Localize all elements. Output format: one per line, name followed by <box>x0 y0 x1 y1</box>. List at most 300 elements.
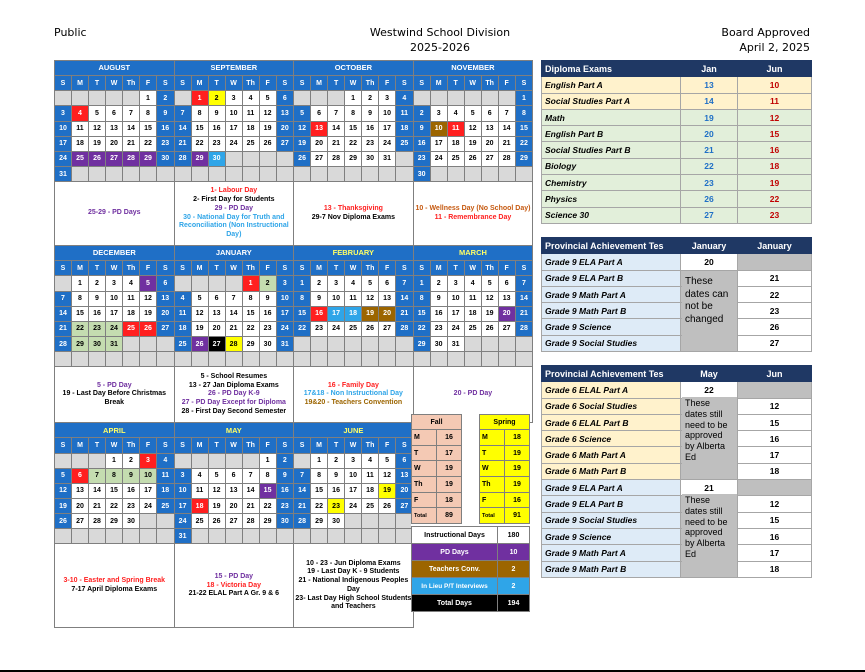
apr-day: 25 <box>157 498 175 513</box>
may-day: 17 <box>174 498 191 513</box>
dec-day: 22 <box>72 321 89 336</box>
jun-day: 23 <box>328 498 345 513</box>
mar-day: 27 <box>498 321 515 336</box>
may-day: 24 <box>174 514 191 529</box>
may-day: 15 <box>259 483 276 498</box>
jan-day <box>208 276 225 291</box>
nov-day: 21 <box>498 136 515 151</box>
may-day <box>276 529 294 544</box>
jun-day <box>379 514 396 529</box>
spring-count: 19 <box>505 477 530 493</box>
school-year: 2025-2026 <box>410 41 470 54</box>
day-header: S <box>515 76 533 91</box>
exam-name: Grade 6 Social Studies <box>542 398 681 414</box>
exam-date: 12 <box>738 398 812 414</box>
nov-day: 24 <box>430 151 447 166</box>
oct-day <box>379 166 396 181</box>
month-title-apr: APRIL <box>55 423 175 438</box>
exam-date: 17 <box>738 447 812 463</box>
month-title-oct: OCTOBER <box>294 61 414 76</box>
jan-day: 20 <box>208 321 225 336</box>
day-header: T <box>89 438 106 453</box>
day-header: M <box>191 438 208 453</box>
apr-day: 14 <box>89 483 106 498</box>
jan-day: 7 <box>225 291 242 306</box>
jun-day: 22 <box>311 498 328 513</box>
aug-day: 14 <box>123 121 140 136</box>
may-day: 28 <box>242 514 259 529</box>
mar-day: 11 <box>464 291 481 306</box>
mar-day <box>481 352 498 367</box>
nov-day: 12 <box>464 121 481 136</box>
month-title-may: MAY <box>174 423 294 438</box>
feb-day <box>379 352 396 367</box>
exam-date: 23 <box>738 303 812 319</box>
may-day <box>225 529 242 544</box>
nov-day: 10 <box>430 121 447 136</box>
day-header: Th <box>242 438 259 453</box>
table-row <box>542 286 812 302</box>
oct-day <box>328 91 345 106</box>
day-header: F <box>259 438 276 453</box>
sep-day <box>276 151 294 166</box>
spring-count: 91 <box>505 508 530 524</box>
exam-date: 18 <box>738 463 812 479</box>
sep-day: 8 <box>191 106 208 121</box>
sep-day: 20 <box>276 121 294 136</box>
table-header: Provincial Achievement Tes <box>542 366 681 382</box>
sep-day: 25 <box>242 136 259 151</box>
day-header: T <box>89 261 106 276</box>
jun-day: 25 <box>362 498 379 513</box>
jun-day: 2 <box>328 453 345 468</box>
day-header: Th <box>481 76 498 91</box>
jan-day: 25 <box>174 336 191 351</box>
jun-day: 5 <box>379 453 396 468</box>
sep-day <box>242 166 259 181</box>
apr-day: 29 <box>106 514 123 529</box>
total-value: 2 <box>498 561 530 578</box>
mar-day: 22 <box>413 321 430 336</box>
may-day: 29 <box>259 514 276 529</box>
table-header: Diploma Exams <box>542 61 681 77</box>
dec-day: 4 <box>123 276 140 291</box>
jan-day: 11 <box>174 306 191 321</box>
note-line: 1- Labour Day <box>210 187 258 195</box>
exam-name: Science 30 <box>542 207 681 223</box>
apr-day <box>72 529 89 544</box>
note-line: 2- First Day for Students <box>193 196 275 204</box>
oct-day: 30 <box>362 151 379 166</box>
month-title-mar: MARCH <box>413 246 533 261</box>
spring-day: W <box>480 461 505 477</box>
may-day: 25 <box>191 514 208 529</box>
total-value: 10 <box>498 544 530 561</box>
jun-day: 13 <box>396 468 414 483</box>
may-day: 21 <box>242 498 259 513</box>
dec-day <box>140 352 157 367</box>
sep-day <box>191 166 208 181</box>
jan-day <box>276 352 294 367</box>
jun-day: 24 <box>345 498 362 513</box>
apr-day: 26 <box>55 514 72 529</box>
dec-day: 8 <box>72 291 89 306</box>
day-header: F <box>498 76 515 91</box>
jun-day: 18 <box>362 483 379 498</box>
note-line: 7-17 April Diploma Exams <box>71 585 158 593</box>
spring-header: Spring <box>480 415 530 430</box>
feb-day: 22 <box>294 321 311 336</box>
may-day: 5 <box>208 468 225 483</box>
apr-day <box>157 514 175 529</box>
table-row <box>542 431 812 447</box>
sep-day: 15 <box>191 121 208 136</box>
table-row <box>542 270 812 286</box>
day-header: S <box>55 261 72 276</box>
feb-day: 10 <box>328 291 345 306</box>
day-header: Th <box>123 438 140 453</box>
day-header: M <box>72 438 89 453</box>
dec-day: 28 <box>55 336 72 351</box>
exam-name: Grade 6 ELAL Part B <box>542 414 681 430</box>
sep-day: 16 <box>208 121 225 136</box>
sep-day <box>259 151 276 166</box>
day-header: Th <box>362 438 379 453</box>
exam-date: 20 <box>681 126 738 142</box>
nov-day: 19 <box>464 136 481 151</box>
jun-day: 20 <box>396 483 414 498</box>
feb-day <box>396 352 414 367</box>
oct-day <box>311 166 328 181</box>
nov-day: 23 <box>413 151 430 166</box>
exam-date: 18 <box>738 158 812 174</box>
oct-day: 22 <box>345 136 362 151</box>
mar-day: 8 <box>413 291 430 306</box>
oct-day <box>396 151 414 166</box>
dec-day <box>140 336 157 351</box>
aug-day <box>123 166 140 181</box>
table-row <box>542 561 812 577</box>
sep-day: 2 <box>208 91 225 106</box>
aug-day: 19 <box>89 136 106 151</box>
dec-day: 23 <box>89 321 106 336</box>
total-label: Instructional Days <box>412 527 498 544</box>
oct-day: 2 <box>362 91 379 106</box>
feb-day <box>345 336 362 351</box>
exam-date: 16 <box>738 142 812 158</box>
approval-status: Board Approved <box>721 26 810 39</box>
may-day: 26 <box>208 514 225 529</box>
exam-date: 12 <box>738 496 812 512</box>
nov-day: 9 <box>413 121 430 136</box>
day-header: W <box>225 438 242 453</box>
feb-day <box>311 352 328 367</box>
jan-day: 12 <box>191 306 208 321</box>
sep-day: 3 <box>225 91 242 106</box>
apr-day: 16 <box>123 483 140 498</box>
gap <box>462 430 480 446</box>
aug-day: 29 <box>140 151 157 166</box>
table-header: January <box>738 238 812 254</box>
sep-day <box>208 166 225 181</box>
month-notes <box>55 544 175 628</box>
feb-day: 15 <box>294 306 311 321</box>
day-header: W <box>106 76 123 91</box>
apr-day <box>106 529 123 544</box>
oct-day <box>362 166 379 181</box>
nov-day <box>481 91 498 106</box>
fall-day: F <box>412 492 437 508</box>
note-line: 23- Last Day High School Students and Teachers <box>295 594 412 611</box>
apr-day: 6 <box>72 468 89 483</box>
month-title-aug: AUGUST <box>55 61 175 76</box>
aug-day: 13 <box>106 121 123 136</box>
may-day <box>191 453 208 468</box>
nov-day: 14 <box>498 121 515 136</box>
exam-date: 15 <box>738 512 812 528</box>
aug-day: 21 <box>123 136 140 151</box>
may-day: 14 <box>242 483 259 498</box>
feb-day: 2 <box>311 276 328 291</box>
day-header: F <box>379 76 396 91</box>
nov-day: 15 <box>515 121 533 136</box>
jun-day: 26 <box>379 498 396 513</box>
aug-day <box>89 166 106 181</box>
sep-day <box>174 91 191 106</box>
aug-day: 9 <box>157 106 175 121</box>
sep-day: 6 <box>276 91 294 106</box>
total-value: 180 <box>498 527 530 544</box>
month-notes <box>294 544 414 628</box>
aug-day: 17 <box>55 136 72 151</box>
oct-day: 13 <box>311 121 328 136</box>
oct-day <box>396 166 414 181</box>
oct-day <box>345 166 362 181</box>
jun-day: 9 <box>328 468 345 483</box>
feb-day: 12 <box>362 291 379 306</box>
feb-day <box>294 352 311 367</box>
mar-day <box>464 352 481 367</box>
spring-day: M <box>480 430 505 446</box>
feb-day: 26 <box>362 321 379 336</box>
note-line: 10 - 23 - Jun Diploma Exams <box>306 559 401 567</box>
mar-day: 21 <box>515 306 533 321</box>
exam-name: English Part A <box>542 77 681 93</box>
mar-day: 17 <box>447 306 464 321</box>
may-day: 6 <box>225 468 242 483</box>
exam-date: 26 <box>738 319 812 335</box>
may-day <box>174 453 191 468</box>
nov-day: 3 <box>430 106 447 121</box>
oct-day: 25 <box>396 136 414 151</box>
day-header: M <box>191 261 208 276</box>
day-header: M <box>72 76 89 91</box>
sep-day: 30 <box>208 151 225 166</box>
dec-day: 9 <box>89 291 106 306</box>
jan-day: 16 <box>259 306 276 321</box>
day-header: S <box>55 438 72 453</box>
oct-day: 8 <box>345 106 362 121</box>
mar-day: 29 <box>413 336 430 351</box>
aug-day <box>72 91 89 106</box>
dec-day: 16 <box>89 306 106 321</box>
day-header: W <box>106 261 123 276</box>
mar-day: 14 <box>515 291 533 306</box>
jan-day: 24 <box>276 321 294 336</box>
note-line: 20 - PD Day <box>453 390 493 398</box>
dec-day: 27 <box>157 321 175 336</box>
exam-name: Biology <box>542 158 681 174</box>
oct-day: 5 <box>294 106 311 121</box>
apr-day: 7 <box>89 468 106 483</box>
exam-name: Grade 9 ELA Part B <box>542 270 681 286</box>
sep-day: 10 <box>225 106 242 121</box>
day-header: F <box>498 261 515 276</box>
oct-day: 21 <box>328 136 345 151</box>
exam-name: Social Studies Part A <box>542 93 681 109</box>
month-title-sep: SEPTEMBER <box>174 61 294 76</box>
sep-day: 28 <box>174 151 191 166</box>
day-header: F <box>140 261 157 276</box>
feb-day: 7 <box>396 276 414 291</box>
mar-day: 6 <box>498 276 515 291</box>
mar-day <box>447 352 464 367</box>
dec-day: 20 <box>157 306 175 321</box>
nov-day: 7 <box>498 106 515 121</box>
note-line: 13 - Thanksgiving <box>323 204 383 212</box>
table-row <box>542 207 812 223</box>
nov-day <box>515 166 533 181</box>
exam-name: Grade 9 Math Part B <box>542 561 681 577</box>
jan-day: 19 <box>191 321 208 336</box>
apr-day: 18 <box>157 483 175 498</box>
nov-day <box>447 91 464 106</box>
day-header: M <box>430 76 447 91</box>
table-row <box>542 93 812 109</box>
fall-day: Total <box>412 508 437 524</box>
dec-day <box>72 352 89 367</box>
apr-day: 10 <box>140 468 157 483</box>
nov-day: 2 <box>413 106 430 121</box>
apr-day: 17 <box>140 483 157 498</box>
jan-day: 14 <box>225 306 242 321</box>
oct-day <box>294 91 311 106</box>
exam-name: Grade 9 Science <box>542 528 681 544</box>
exam-date: 21 <box>681 480 738 496</box>
jan-day: 28 <box>225 336 242 351</box>
day-header: W <box>464 76 481 91</box>
jan-day: 1 <box>242 276 259 291</box>
day-header: Th <box>362 76 379 91</box>
spring-day: Total <box>480 508 505 524</box>
aug-day: 3 <box>55 106 72 121</box>
exam-date: 22 <box>681 158 738 174</box>
jan-day: 17 <box>276 306 294 321</box>
note-line: 13 - 27 Jan Diploma Exams <box>188 381 279 389</box>
feb-day: 25 <box>345 321 362 336</box>
jan-day: 2 <box>259 276 276 291</box>
nov-day: 26 <box>464 151 481 166</box>
fall-day: Th <box>412 477 437 493</box>
pat-grade9-note: These dates still need to be approved by Alberta Ed <box>682 494 737 572</box>
oct-day: 17 <box>379 121 396 136</box>
sep-day: 4 <box>242 91 259 106</box>
jun-day: 6 <box>396 453 414 468</box>
note-line: 30 - National Day for Truth and Reconciliation (Non Instructional Day) <box>178 213 289 239</box>
aug-day <box>157 166 175 181</box>
feb-day <box>294 336 311 351</box>
apr-day: 9 <box>123 468 140 483</box>
may-day: 12 <box>208 483 225 498</box>
apr-day <box>89 453 106 468</box>
apr-day: 11 <box>157 468 175 483</box>
aug-day <box>106 91 123 106</box>
feb-day: 28 <box>396 321 414 336</box>
fall-day: T <box>412 445 437 461</box>
note-line: 17&18 - Non Instructional Day <box>303 390 403 398</box>
gap <box>462 508 480 524</box>
mar-day: 19 <box>481 306 498 321</box>
feb-day <box>396 336 414 351</box>
dec-day: 17 <box>106 306 123 321</box>
exam-date: 18 <box>738 561 812 577</box>
may-day: 3 <box>174 468 191 483</box>
jun-day: 28 <box>294 514 311 529</box>
exam-date: 26 <box>681 191 738 207</box>
mar-day <box>498 352 515 367</box>
mar-day: 5 <box>481 276 498 291</box>
exam-date: 23 <box>681 175 738 191</box>
aug-day: 26 <box>89 151 106 166</box>
dec-day: 2 <box>89 276 106 291</box>
mar-day: 10 <box>447 291 464 306</box>
day-header: S <box>396 76 414 91</box>
sep-day: 24 <box>225 136 242 151</box>
apr-day: 8 <box>106 468 123 483</box>
day-header: S <box>55 76 72 91</box>
feb-day: 24 <box>328 321 345 336</box>
feb-day <box>328 336 345 351</box>
exam-name: Social Studies Part B <box>542 142 681 158</box>
day-header: S <box>294 261 311 276</box>
month-title-jun: JUNE <box>294 423 414 438</box>
mar-day: 12 <box>481 291 498 306</box>
oct-day: 18 <box>396 121 414 136</box>
nov-day: 8 <box>515 106 533 121</box>
day-header: M <box>72 261 89 276</box>
nov-day: 22 <box>515 136 533 151</box>
jan-day: 21 <box>225 321 242 336</box>
nov-day: 11 <box>447 121 464 136</box>
jun-day <box>379 529 396 544</box>
oct-day: 29 <box>345 151 362 166</box>
nov-day <box>447 166 464 181</box>
dec-day: 13 <box>157 291 175 306</box>
aug-day: 6 <box>106 106 123 121</box>
dec-day <box>89 352 106 367</box>
total-label: PD Days <box>412 544 498 561</box>
jun-day: 3 <box>345 453 362 468</box>
table-header: Jan <box>681 61 738 77</box>
oct-day <box>328 166 345 181</box>
day-header: S <box>174 438 191 453</box>
apr-day <box>157 529 175 544</box>
may-day <box>208 453 225 468</box>
table-header: Provincial Achievement Tes <box>542 238 681 254</box>
spring-day: T <box>480 445 505 461</box>
dec-day: 3 <box>106 276 123 291</box>
may-day: 30 <box>276 514 294 529</box>
